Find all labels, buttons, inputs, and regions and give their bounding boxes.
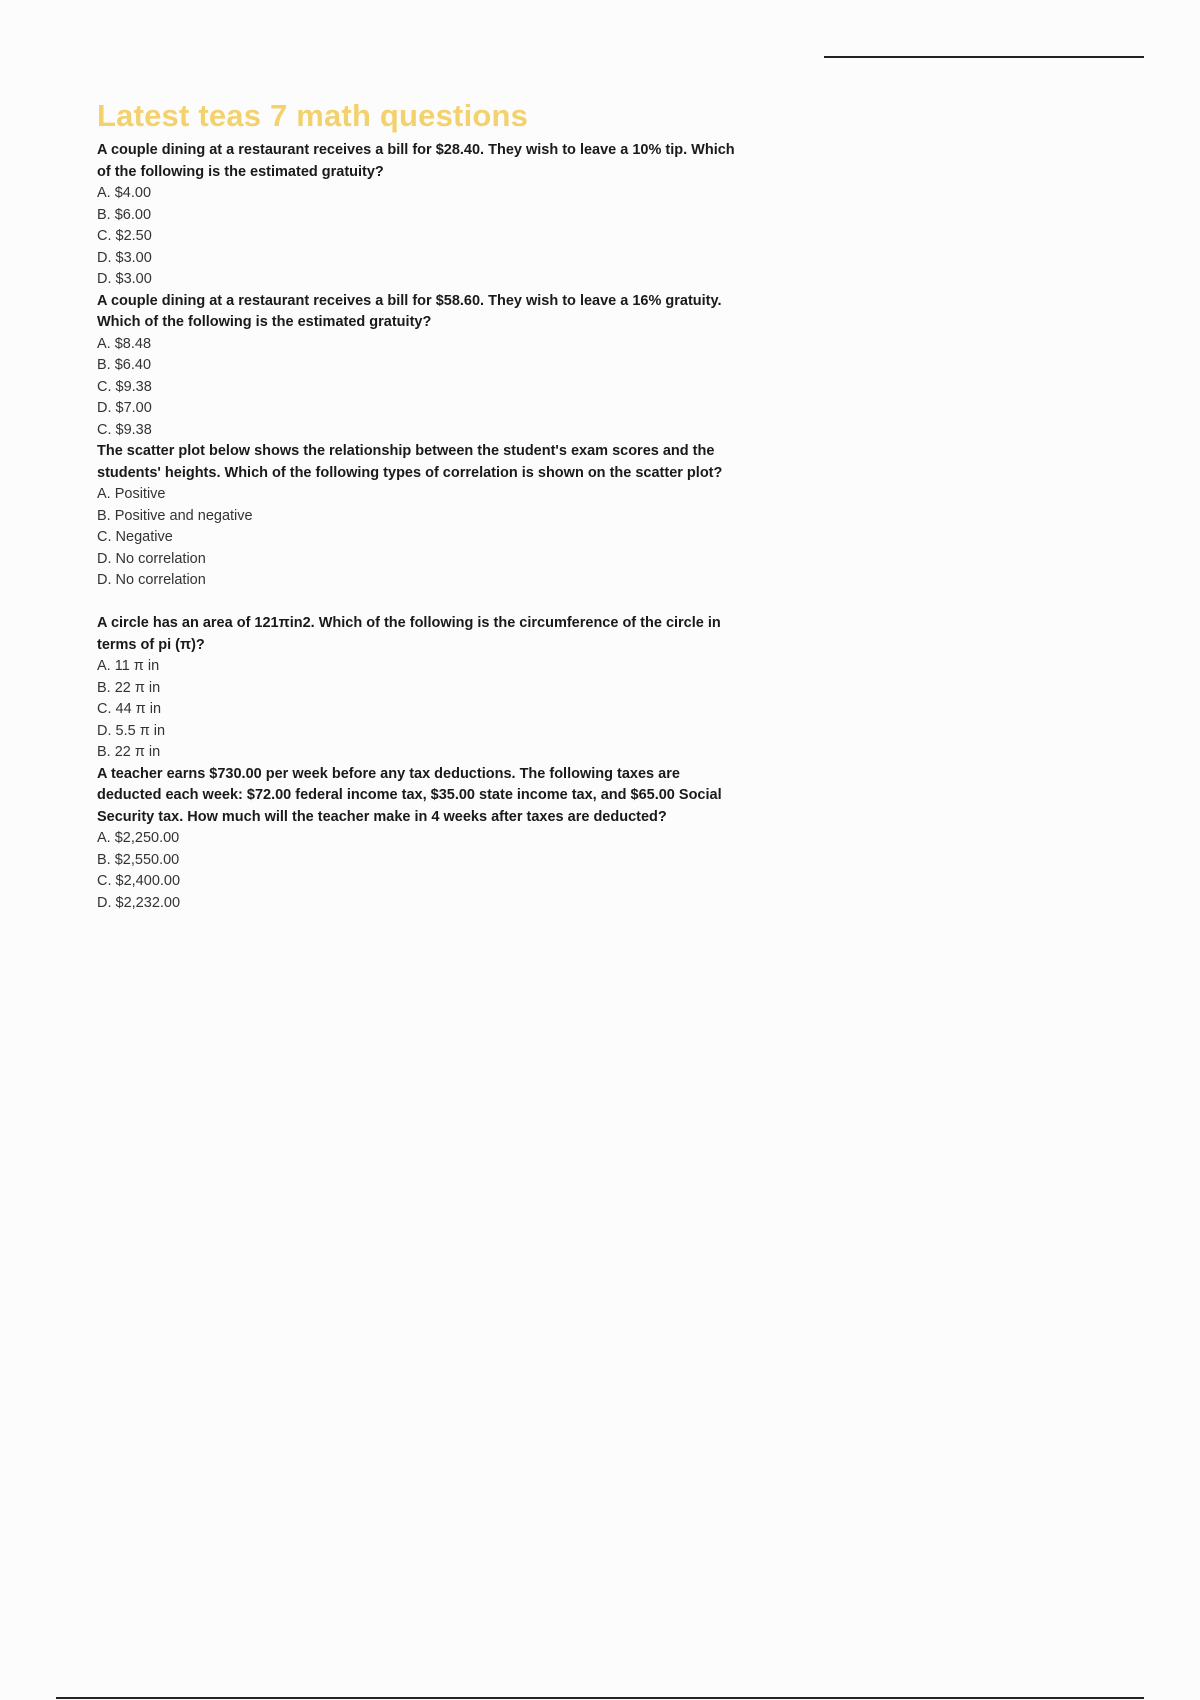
option-c: C. $2.50 [97, 228, 152, 244]
answer-line: D. $3.00 [97, 271, 152, 287]
option-c: C. $9.38 [97, 378, 152, 395]
page-title: Latest teas 7 math questions [97, 98, 529, 133]
answer-line: B. 22 π in [97, 744, 161, 760]
option-b: B. Positive and negative [97, 507, 253, 524]
question-text: A couple dining at a restaurant receives a bill for $28.40. They wish to leave a 10% tip. Which of the following is the estimated gratuity? [97, 142, 735, 180]
option-c: C. Negative [97, 529, 173, 545]
question-2 [97, 291, 737, 442]
option-d: D. $3.00 [97, 249, 152, 266]
document-body [97, 96, 737, 914]
question-5 [97, 764, 737, 915]
option-a: A. $8.48 [97, 335, 152, 352]
question-text: The scatter plot below shows the relationship between the student's exam scores and the students' heights. Which of the following types of correlation is shown on the scatter plot? [97, 443, 723, 481]
option-a: A. 11 π in [97, 658, 160, 674]
option-b: B. $6.40 [97, 357, 152, 373]
option-b: B. 22 π in [97, 679, 161, 696]
question-3 [97, 441, 737, 592]
header-rule [824, 56, 1144, 58]
question-1 [97, 140, 737, 291]
option-d: D. $7.00 [97, 400, 152, 416]
option-b: B. $2,550.00 [97, 851, 180, 868]
option-c: C. 44 π in [97, 701, 162, 717]
answer-line: D. No correlation [97, 572, 206, 588]
footer-rule [56, 1697, 1144, 1699]
question-text: A circle has an area of 121πin2. Which of the following is the circumference of the circle in terms of pi (π)? [97, 615, 721, 653]
option-a: A. $2,250.00 [97, 830, 180, 846]
option-a: A. $4.00 [97, 185, 152, 201]
option-c: C. $2,400.00 [97, 873, 181, 889]
question-4 [97, 613, 737, 764]
question-text: A couple dining at a restaurant receives a bill for $58.60. They wish to leave a 16% gratuity. Which of the following is the estimated gratuity? [97, 292, 722, 330]
option-d: D. No correlation [97, 550, 206, 567]
question-text: A teacher earns $730.00 per week before any tax deductions. The following taxes are deducted each week: $72.00 federal income tax, $35.00 state income tax, and $65.00 Social Security tax. How much will the teacher make in 4 weeks after taxes are deducted? [97, 765, 722, 825]
option-d: D. $2,232.00 [97, 894, 181, 911]
answer-line: C. $9.38 [97, 421, 152, 438]
blank-line [97, 592, 737, 614]
option-a: A. Positive [97, 486, 166, 502]
option-b: B. $6.00 [97, 206, 152, 223]
option-d: D. 5.5 π in [97, 722, 166, 739]
